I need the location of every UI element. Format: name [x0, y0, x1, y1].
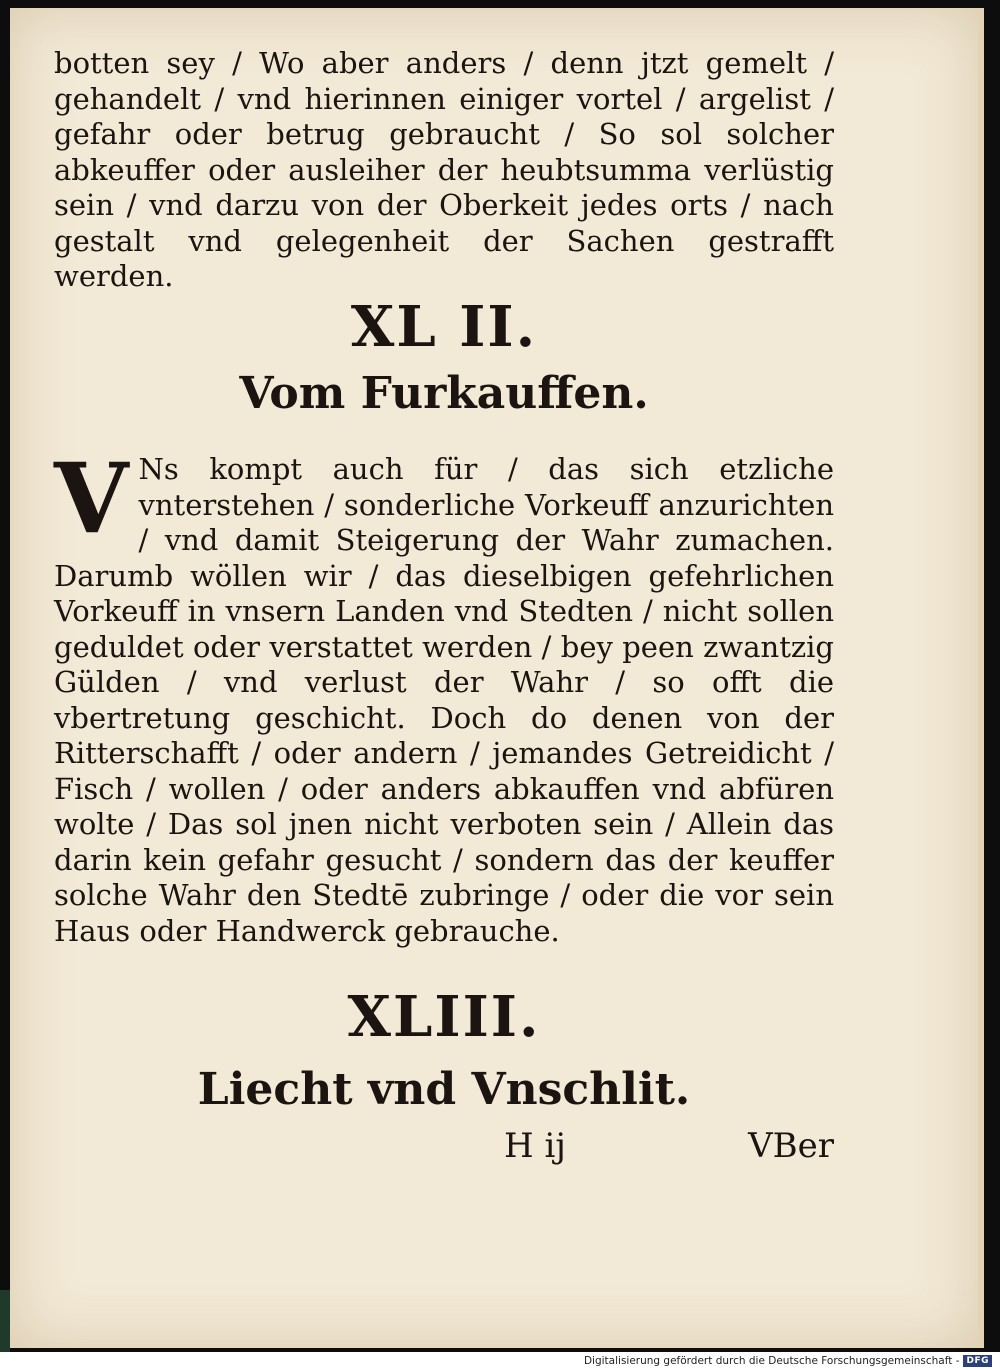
paragraph-2-text: Ns kompt auch für / das sich etzliche vnterstehen / sonderliche Vorkeuff anzurichten / vnd damit Steigerung der Wahr zumachen. Darumb wöllen wir / das dieselbigen gefehrlichen Vorkeuff in vnsern Landen vnd Stedten / nicht sollen geduldet oder verstattet werden / bey peen zwantzig Gülden / vnd verlust der Wahr / so offt die vbertretung geschicht. Doch do denen von der Ritterschafft / oder andern / jemandes Getreidicht / Fisch / wollen / oder anders abkauffen vnd abfüren wolte / Das sol jnen nicht verboten sein / Allein das darin kein gefahr gesucht / sondern das der keuffer solche Wahr den Stedtē zubringe / oder die vor sein Haus oder Handwerck gebrauche.: [54, 452, 834, 948]
funding-footer: [584, 1353, 992, 1369]
catchword: VBer: [748, 1126, 834, 1166]
drop-cap: V: [54, 442, 129, 555]
paragraph-2: [54, 442, 834, 949]
paragraph-1: botten sey / Wo aber anders / denn jtzt gemelt / gehandelt / vnd hierinnen einiger vortel / argelist / gefahr oder betrug gebraucht / So sol solcher abkeuffer oder ausleiher der heubtsumma verlüstig sein / vnd darzu von der Oberkeit jedes orts / nach gestalt vnd gelegenheit der Sachen gestrafft werden.: [54, 46, 834, 293]
section-number-43: XLIII.: [347, 984, 541, 1050]
funding-text: Digitalisierung gefördert durch die Deutsche Forschungsgemeinschaft -: [583, 1355, 960, 1367]
dfg-logo: DFG: [963, 1355, 992, 1367]
section-number-42: XL II.: [350, 294, 538, 360]
section-title-42: Vom Furkauffen.: [239, 368, 649, 419]
signature-mark: H ij: [504, 1126, 566, 1166]
section-title-43: Liecht vnd Vnschlit.: [197, 1064, 691, 1115]
page-foot: [54, 1126, 834, 1176]
book-page: [10, 8, 984, 1348]
binding-edge: [0, 1290, 10, 1352]
